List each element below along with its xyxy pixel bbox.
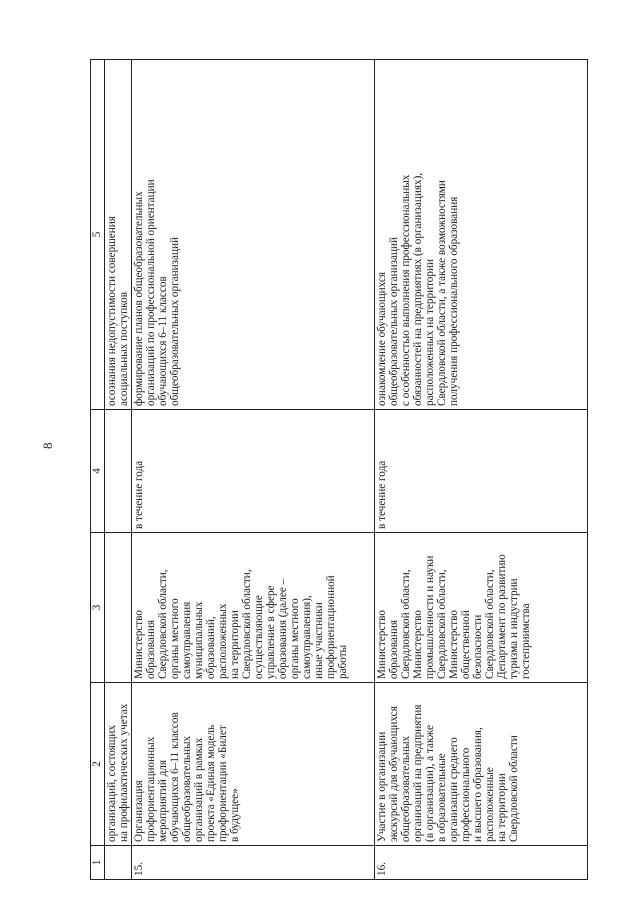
row-number: 16. [375, 846, 588, 880]
header-col-2: 2 [91, 683, 105, 846]
rotated-page [90, 60, 620, 880]
event-cell: организаций, состоящих на профилактических учетах [105, 683, 132, 846]
executors-cell: Министерство образования Свердловской области, Министерство промышленности и науки Свердловской области, Министерство общественной безопасности Свердловской области, Департамент по развитию туризма и индустрии гостеприимства [375, 533, 588, 683]
row-number [105, 846, 132, 880]
page-number: 8 [40, 442, 55, 449]
event-cell: Организация профориентационных мероприятий для обучающихся 6–11 классов общеобразовательных организаций в рамках проекта «Единая модель профориентации «Билет в будущее» [132, 683, 375, 846]
header-col-4: 4 [91, 410, 105, 533]
row-number: 15. [132, 846, 375, 880]
plan-table [90, 59, 588, 880]
deadline-cell [105, 410, 132, 533]
table-row [375, 60, 588, 880]
event-cell: Участие в организации экскурсий для обучающихся общеобразовательных организаций на предприятия (в организации), а также в образовательные организации среднего профессионального и высшего образования, расположенные на территории Свердловской области [375, 683, 588, 846]
result-cell: ознакомление обучающихся общеобразовательных организаций с особенностью выполнения профессиональных обязанностей на предприятиях (в организациях), расположенных на территории Свердловской области, а также возможностями получения профессионального образования [375, 60, 588, 410]
result-cell: осознания недопустимости совершения асоциальных поступков [105, 60, 132, 410]
result-cell: формирование планов общеобразовательных организаций по профессиональной ориентации обучающихся 6–11 классов общеобразовательных организаций [132, 60, 375, 410]
table-row [132, 60, 375, 880]
table-row [105, 60, 132, 880]
deadline-cell: в течение года [375, 410, 588, 533]
header-col-5: 5 [91, 60, 105, 410]
executors-cell: Министерство образования Свердловской области, органы местного самоуправления муниципальных образований, расположенных на территории Свердловской области, осуществляющие управление в сфере образования (далее – органы местного самоуправления), иные участники профориентационной работы [132, 533, 375, 683]
header-row [91, 60, 105, 880]
header-col-3: 3 [91, 533, 105, 683]
header-col-1: 1 [91, 846, 105, 880]
deadline-cell: в течение года [132, 410, 375, 533]
executors-cell [105, 533, 132, 683]
